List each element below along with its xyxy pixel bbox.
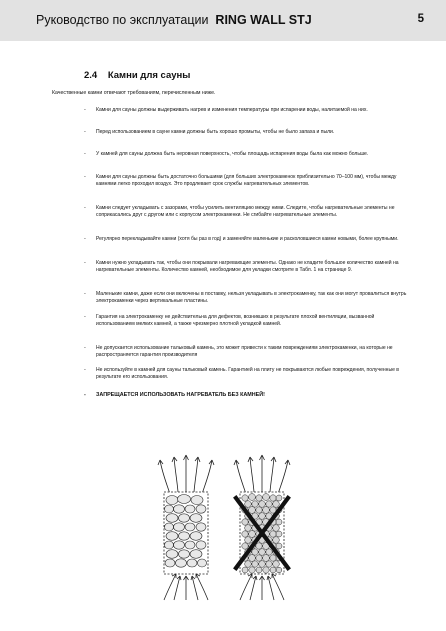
list-item-text: Перед использованием в сауне камни должны быть хорошо промыты, чтобы не было запаха и пыли. [96, 129, 335, 135]
list-item-text: Не допускается использование тальковый камень, это может привести к таким повреждениям электрокаменки, на которые не распространяется гарантия производителя [96, 345, 393, 358]
list-item-text: Камни для сауны должны быть достаточно большими (для больших электрокаменок приблизительно 70–100 мм), чтобы между камнями легко проходил воздух. Это продлевает срок службы нагревательных элементов. [96, 174, 397, 187]
correct-stacking-figure [150, 452, 222, 602]
document-title [36, 13, 312, 27]
document-title-prefix: Руководство по эксплуатации [36, 13, 209, 27]
list-bullet: - [84, 236, 86, 242]
list-bullet: - [84, 205, 86, 211]
document-model-name: RING WALL STJ [215, 13, 312, 27]
section-heading [84, 70, 190, 81]
page-number: 5 [417, 13, 424, 25]
warning-text: ЗАПРЕЩАЕТСЯ ИСПОЛЬЗОВАТЬ НАГРЕВАТЕЛЬ БЕЗ КАМНЕЙ! [96, 392, 265, 398]
list-item-text: Гарантия на электрокаменку не действительна для дефектов, возникших в результате плохой вентиляции, вызванной использованием мелких камней, а также чрезмерно плотной укладкой камней. [96, 314, 375, 327]
list-item-text: Камни следует укладывать с зазорами, чтобы усилить вентиляцию между ними. Следите, чтобы нагревательные элементы не соприкасались друг с другом или с корпусом электрокаменки. Не сгибайте нагревательные элементы. [96, 205, 395, 218]
list-item-text: Маленькие камни, даже если они включены в поставку, нельзя укладывать в электрокаменку, так как они могут провалиться внутрь электрокаменки через вертикальные пластины. [96, 291, 407, 304]
list-bullet: - [84, 291, 86, 297]
list-item-text: Не используйте в камней для сауны тальковый камень. Гарантией на плиту не покрываются любые повреждения, полученные в результате его использования. [96, 367, 399, 380]
list-bullet: - [84, 129, 86, 135]
list-item-text: Камни нужно укладывать так, чтобы они покрывали нагревающие элементы. Однако не кладите большое количество камней на нагревательные элементы. Количество камней, необходимое для укладки смотрите в Табл. 1 на странице 9. [96, 260, 399, 273]
list-bullet: - [84, 107, 86, 113]
list-bullet: - [84, 151, 86, 157]
page-header [0, 0, 446, 41]
list-bullet: - [84, 314, 86, 320]
list-item-text: Регулярно перекладывайте камни (хотя бы раз в год) и заменяйте маленькие и расколовшиеся камни новыми, более крупными. [96, 236, 399, 242]
list-bullet: - [84, 260, 86, 266]
section-title: Камни для сауны [107, 70, 191, 81]
section-number: 2.4 [84, 70, 98, 81]
intro-text: Качественные камни отвечают требованиям, перечисленным ниже. [52, 90, 216, 96]
list-item-text: У камней для сауны должна быть неровная поверхность, чтобы площадь испарения воды была как можно больше. [96, 151, 369, 157]
list-item-text: Камни для сауны должны выдерживать нагрев и изменения температуры при испарении воды, налитаемой на них. [96, 107, 368, 113]
list-bullet: - [84, 392, 86, 398]
list-bullet: - [84, 174, 86, 180]
list-bullet: - [84, 345, 86, 351]
incorrect-stacking-figure [226, 452, 298, 602]
list-bullet: - [84, 367, 86, 373]
